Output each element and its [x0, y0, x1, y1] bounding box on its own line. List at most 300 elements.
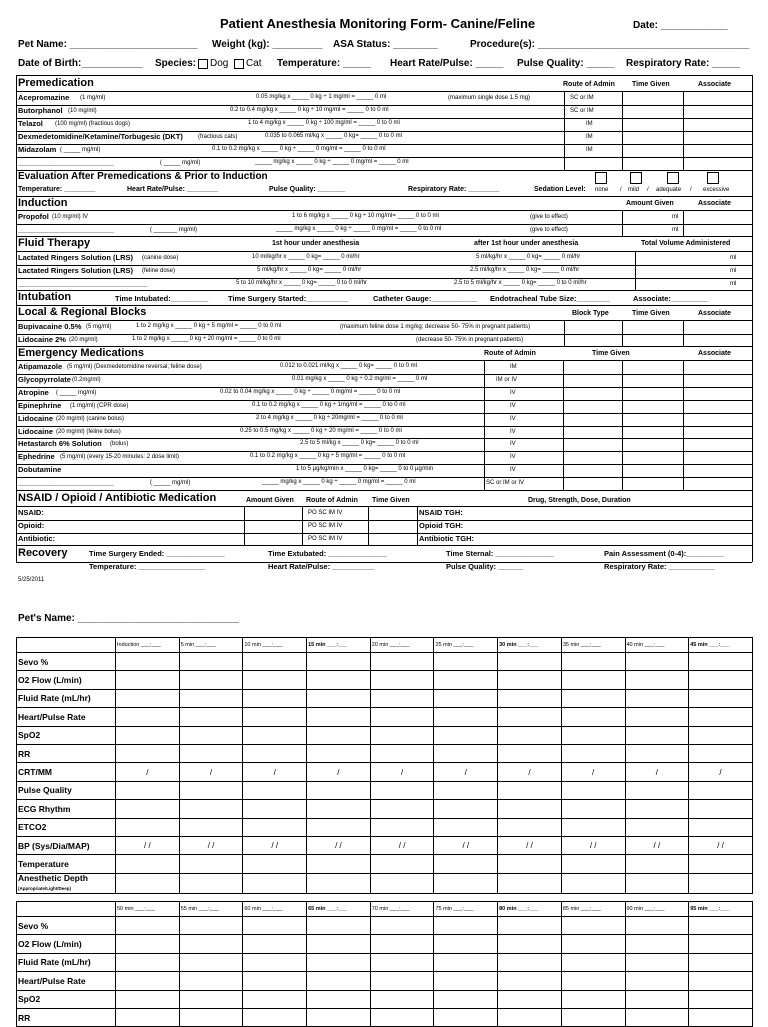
- grid-cell[interactable]: [243, 1008, 307, 1026]
- grid-cell[interactable]: [116, 653, 180, 671]
- grid-row-label: [17, 818, 116, 836]
- grid-cell[interactable]: [307, 744, 371, 762]
- grid-cell[interactable]: [179, 781, 243, 799]
- grid-cell[interactable]: [434, 781, 498, 799]
- grid-cell-bp[interactable]: / /: [689, 836, 753, 854]
- grid-cell[interactable]: [561, 818, 625, 836]
- emergency-dose-calc[interactable]: 2.5 to 5 ml/kg x _____ 0 kg= _____ 0 to 0 ml: [300, 440, 419, 447]
- weight-field[interactable]: Weight (kg): _________: [212, 39, 323, 50]
- emergency-route[interactable]: IM or IV: [496, 376, 518, 383]
- grid-cell[interactable]: [116, 855, 180, 873]
- grid-cell[interactable]: [307, 917, 371, 935]
- time-intubated-field[interactable]: Time Intubated:_________: [115, 294, 209, 303]
- grid-time-header[interactable]: 80 min ___:___: [498, 902, 562, 917]
- grid-cell[interactable]: [243, 855, 307, 873]
- grid-cell[interactable]: [370, 873, 434, 893]
- grid-cell[interactable]: [561, 953, 625, 971]
- grid-cell[interactable]: [434, 726, 498, 744]
- fluid-after-hour-rate[interactable]: 5 ml/kg/hr x _____ 0 kg= _____ 0 ml/hr: [476, 254, 581, 260]
- grid-cell[interactable]: [689, 1008, 753, 1026]
- grid-cell[interactable]: [307, 726, 371, 744]
- grid-time-header[interactable]: 95 min ___:___: [689, 902, 753, 917]
- grid-cell[interactable]: [625, 653, 689, 671]
- grid-cell[interactable]: [498, 781, 562, 799]
- grid-cell[interactable]: [434, 671, 498, 689]
- induction-dose-calc[interactable]: 1 to 6 mg/kg x _____ 0 kg ÷ 10 mg/ml= _____ 0 to 0 ml: [292, 213, 439, 219]
- blocks-time-header: Time Given: [632, 310, 670, 317]
- pets-name-field[interactable]: Pet's Name: _____________________________: [18, 613, 239, 624]
- grid-time-header[interactable]: 60 min ___:___: [243, 902, 307, 917]
- grid-cell[interactable]: [625, 972, 689, 990]
- grid-time-header[interactable]: 25 min ___:___: [434, 638, 498, 653]
- grid-cell[interactable]: [434, 990, 498, 1008]
- grid-cell[interactable]: [116, 917, 180, 935]
- grid-cell-crt[interactable]: /: [498, 763, 562, 781]
- grid-cell[interactable]: [370, 708, 434, 726]
- grid-cell[interactable]: [689, 855, 753, 873]
- grid-cell[interactable]: [498, 671, 562, 689]
- grid-cell[interactable]: [370, 953, 434, 971]
- grid-cell[interactable]: [116, 726, 180, 744]
- emergency-route[interactable]: IV: [510, 389, 516, 396]
- grid-cell[interactable]: [179, 1008, 243, 1026]
- grid-cell[interactable]: [179, 818, 243, 836]
- grid-cell[interactable]: [434, 972, 498, 990]
- grid-cell-bp[interactable]: / /: [179, 836, 243, 854]
- pain-assessment-field[interactable]: Pain Assessment (0-4):_________: [604, 549, 724, 558]
- grid-cell-bp[interactable]: / /: [116, 836, 180, 854]
- grid-cell[interactable]: [179, 990, 243, 1008]
- grid-cell[interactable]: [625, 781, 689, 799]
- grid-cell[interactable]: [689, 800, 753, 818]
- grid-cell[interactable]: [498, 1008, 562, 1026]
- fluid-after-hour-rate[interactable]: 2.5 ml/kg/hr x _____ 0 kg= _____ 0 ml/hr: [470, 267, 580, 273]
- grid-cell[interactable]: [625, 873, 689, 893]
- premed-route[interactable]: SC or IM: [570, 95, 594, 101]
- induction-drug-name: _______________________: [18, 224, 114, 234]
- emergency-concentration: (20 mg/ml) (feline bolus): [56, 428, 121, 435]
- grid-cell[interactable]: [370, 818, 434, 836]
- nsaid-route[interactable]: PO SC IM IV: [308, 510, 343, 516]
- grid-cell[interactable]: [561, 917, 625, 935]
- grid-cell[interactable]: [625, 818, 689, 836]
- grid-cell[interactable]: [116, 781, 180, 799]
- grid-cell-bp[interactable]: / /: [243, 836, 307, 854]
- emergency-dose-calc[interactable]: 1 to 5 µg/kg/min x _____ 0 kg= _____ 0 to 0 µg/min: [296, 466, 434, 473]
- grid-cell[interactable]: [179, 671, 243, 689]
- grid-cell[interactable]: [243, 653, 307, 671]
- grid-cell-crt[interactable]: /: [370, 763, 434, 781]
- grid-cell[interactable]: [625, 917, 689, 935]
- emergency-dose-calc[interactable]: 2 to 4 mg/kg x _____ 0 kg ÷ 20mg/ml = _____ 0 to 0 ml: [256, 414, 403, 421]
- emergency-route[interactable]: IV: [510, 428, 516, 435]
- intubation-assoc-field[interactable]: Associate:_________: [633, 294, 709, 303]
- grid-cell[interactable]: [179, 935, 243, 953]
- emergency-route[interactable]: IV: [510, 415, 516, 422]
- recovery-pq-field[interactable]: Pulse Quality: ______: [446, 562, 524, 571]
- grid-cell[interactable]: [434, 873, 498, 893]
- grid-cell[interactable]: [179, 917, 243, 935]
- emergency-route[interactable]: IM: [510, 364, 517, 370]
- grid-cell[interactable]: [561, 689, 625, 707]
- emergency-dose-calc[interactable]: 0.25 to 0.5 mg/kg x _____ 0 kg ÷ 20 mg/ml = _____ 0 to 0 ml: [240, 427, 402, 434]
- grid-cell-crt[interactable]: /: [179, 763, 243, 781]
- heart-rate-field[interactable]: Heart Rate/Pulse: _____: [390, 58, 504, 69]
- grid-cell[interactable]: [243, 935, 307, 953]
- time-extubated-field[interactable]: Time Extubated: ______________: [268, 549, 387, 558]
- grid-cell[interactable]: [498, 653, 562, 671]
- grid-time-header[interactable]: 70 min ___:___: [370, 902, 434, 917]
- premed-dose-calc[interactable]: 0.05 mg/kg x _____ 0 kg ÷ 1 mg/ml = _____ 0 ml: [256, 94, 387, 100]
- grid-cell[interactable]: [370, 689, 434, 707]
- time-sternal-field[interactable]: Time Sternal: ______________: [446, 549, 554, 558]
- grid-cell[interactable]: [434, 1008, 498, 1026]
- fluid-first-hour-rate[interactable]: 5 ml/kg/hr x _____ 0 kg= _____ 0 ml/hr: [257, 267, 362, 273]
- grid-time-header[interactable]: Induction ___:___: [116, 638, 180, 653]
- grid-cell[interactable]: [307, 953, 371, 971]
- grid-cell[interactable]: [179, 972, 243, 990]
- premed-route[interactable]: IM: [586, 134, 593, 140]
- grid-cell[interactable]: [561, 671, 625, 689]
- grid-cell[interactable]: [689, 781, 753, 799]
- grid-cell[interactable]: [561, 1008, 625, 1026]
- grid-cell[interactable]: [243, 689, 307, 707]
- grid-cell[interactable]: [434, 917, 498, 935]
- grid-time-header[interactable]: 20 min ___:___: [370, 638, 434, 653]
- grid-cell[interactable]: [116, 873, 180, 893]
- grid-cell[interactable]: [307, 800, 371, 818]
- grid-cell-crt[interactable]: /: [689, 763, 753, 781]
- grid-time-header[interactable]: 75 min ___:___: [434, 902, 498, 917]
- grid-time-header[interactable]: 40 min ___:___: [625, 638, 689, 653]
- grid-cell[interactable]: [116, 671, 180, 689]
- temperature-field[interactable]: Temperature: _____: [277, 58, 371, 69]
- grid-cell[interactable]: [307, 781, 371, 799]
- grid-cell-crt[interactable]: /: [116, 763, 180, 781]
- grid-cell[interactable]: [434, 855, 498, 873]
- grid-cell[interactable]: [243, 990, 307, 1008]
- grid-cell[interactable]: [689, 972, 753, 990]
- grid-cell[interactable]: [498, 953, 562, 971]
- grid-time-header[interactable]: 35 min ___:___: [561, 638, 625, 653]
- grid-cell-bp[interactable]: / /: [434, 836, 498, 854]
- grid-time-header[interactable]: 90 min ___:___: [625, 902, 689, 917]
- grid-cell[interactable]: [498, 818, 562, 836]
- grid-cell[interactable]: [307, 873, 371, 893]
- sedation-excessive-checkbox[interactable]: [707, 172, 719, 184]
- eval-rr-field[interactable]: Respiratory Rate: ________: [408, 186, 500, 193]
- date-field[interactable]: Date: ____________: [633, 20, 728, 31]
- grid-cell[interactable]: [243, 972, 307, 990]
- grid-time-header[interactable]: 45 min ___:___: [689, 638, 753, 653]
- emergency-route[interactable]: IV: [510, 441, 516, 448]
- grid-cell[interactable]: [116, 935, 180, 953]
- grid-cell[interactable]: [370, 917, 434, 935]
- grid-cell[interactable]: [307, 708, 371, 726]
- grid-cell[interactable]: [689, 689, 753, 707]
- grid-cell[interactable]: [689, 818, 753, 836]
- grid-cell[interactable]: [434, 818, 498, 836]
- dob-field[interactable]: Date of Birth:___________: [18, 58, 143, 69]
- grid-cell[interactable]: [498, 873, 562, 893]
- grid-cell[interactable]: [498, 744, 562, 762]
- grid-cell[interactable]: [116, 953, 180, 971]
- grid-cell[interactable]: [689, 744, 753, 762]
- emergency-dose-calc[interactable]: 0.1 to 0.2 mg/kg x _____ 0 kg ÷ 5 mg/ml = _____ 0 to 0 ml: [250, 453, 406, 460]
- grid-cell[interactable]: [625, 744, 689, 762]
- grid-cell[interactable]: [179, 708, 243, 726]
- eval-temp-field[interactable]: Temperature: ________: [18, 186, 96, 193]
- grid-cell[interactable]: [116, 708, 180, 726]
- grid-cell[interactable]: [689, 990, 753, 1008]
- induction-dose-calc[interactable]: _____ mg/kg x _____ 0 kg ÷ _____ 0 mg/ml = _____ 0 to 0 ml: [276, 225, 442, 232]
- grid-cell[interactable]: [689, 873, 753, 893]
- premed-route-header: Route of Admin: [563, 81, 615, 88]
- eval-hr-field[interactable]: Heart Rate/Pulse: ________: [127, 186, 219, 193]
- grid-cell[interactable]: [625, 855, 689, 873]
- premed-dose-calc[interactable]: 0.035 to 0.065 ml/kg x _____ 0 kg= _____ 0 to 0 ml: [265, 133, 402, 139]
- grid-cell[interactable]: [561, 726, 625, 744]
- emergency-dose-calc[interactable]: _____ mg/kg x _____ 0 kg ÷ _____ 0 mg/ml = _____ 0 ml: [262, 479, 416, 486]
- grid-cell[interactable]: [370, 990, 434, 1008]
- grid-cell[interactable]: [689, 726, 753, 744]
- nsaid-route[interactable]: PO SC IM IV: [308, 523, 343, 529]
- emergency-dose-calc[interactable]: 0.01 mg/kg x _____ 0 kg ÷ 0.2 mg/ml = _____ 0 ml: [292, 375, 428, 382]
- grid-cell[interactable]: [561, 744, 625, 762]
- pet-name-field[interactable]: Pet Name: _______________________: [18, 39, 198, 50]
- grid-cell[interactable]: [625, 726, 689, 744]
- grid-time-header[interactable]: 85 min ___:___: [561, 902, 625, 917]
- grid-cell[interactable]: [243, 708, 307, 726]
- emergency-route[interactable]: SC or IM or IV: [486, 480, 525, 487]
- grid-cell-bp[interactable]: / /: [307, 836, 371, 854]
- emergency-dose-calc[interactable]: 0.02 to 0.04 mg/kg x _____ 0 kg ÷ _____ 0 mg/ml = _____ 0 to 0 ml: [220, 388, 401, 395]
- sedation-mild-checkbox[interactable]: [630, 172, 642, 184]
- pulse-quality-field[interactable]: Pulse Quality: _____: [517, 58, 615, 69]
- grid-cell[interactable]: [625, 671, 689, 689]
- grid-cell[interactable]: [179, 726, 243, 744]
- grid-cell[interactable]: [307, 990, 371, 1008]
- grid-cell[interactable]: [243, 800, 307, 818]
- surgery-start-field[interactable]: Time Surgery Started:__________: [228, 294, 348, 303]
- nsaid-drug-header: Drug, Strength, Dose, Duration: [528, 497, 631, 504]
- premed-dose-calc[interactable]: 0.2 to 0.4 mg/kg x _____ 0 kg ÷ 10 mg/ml = _____ 0 to 0 ml: [230, 107, 389, 113]
- premed-route[interactable]: IM: [586, 147, 593, 153]
- cat-checkbox[interactable]: [234, 59, 244, 69]
- grid-cell[interactable]: [561, 653, 625, 671]
- grid-cell[interactable]: [307, 671, 371, 689]
- grid-cell[interactable]: [498, 935, 562, 953]
- grid-time-header[interactable]: 65 min ___:___: [307, 902, 371, 917]
- grid-cell[interactable]: [370, 972, 434, 990]
- grid-cell[interactable]: [434, 935, 498, 953]
- emergency-concentration: ( _____ mg/ml): [150, 480, 191, 487]
- grid-time-header[interactable]: 5 min ___:___: [179, 638, 243, 653]
- emergency-route[interactable]: IV: [510, 454, 516, 461]
- grid-cell[interactable]: [561, 873, 625, 893]
- grid-cell-crt[interactable]: /: [434, 763, 498, 781]
- grid-cell[interactable]: [625, 689, 689, 707]
- grid-cell[interactable]: [243, 671, 307, 689]
- grid-cell[interactable]: [434, 744, 498, 762]
- grid-cell[interactable]: [307, 818, 371, 836]
- grid-cell[interactable]: [498, 689, 562, 707]
- grid-cell-crt[interactable]: /: [625, 763, 689, 781]
- grid-cell[interactable]: [370, 855, 434, 873]
- grid-cell[interactable]: [116, 818, 180, 836]
- grid-cell[interactable]: [116, 1008, 180, 1026]
- grid-cell[interactable]: [561, 855, 625, 873]
- grid-cell[interactable]: [307, 935, 371, 953]
- grid-cell[interactable]: [370, 935, 434, 953]
- fluid-after-hour-rate[interactable]: 2.5 to 5 ml/kg/hr x _____ 0 kg= _____ 0 to 0 ml/hr: [454, 280, 587, 286]
- asa-status-field[interactable]: ASA Status: ________: [333, 39, 438, 50]
- grid-cell[interactable]: [498, 726, 562, 744]
- grid-cell[interactable]: [179, 689, 243, 707]
- grid-time-header[interactable]: 15 min ___:___: [307, 638, 371, 653]
- grid-cell[interactable]: [498, 990, 562, 1008]
- grid-cell[interactable]: [370, 653, 434, 671]
- grid-cell[interactable]: [370, 744, 434, 762]
- emergency-dose-calc[interactable]: 0.012 to 0.021 ml/kg x _____ 0 kg= _____ 0 to 0 ml: [280, 363, 417, 369]
- grid-cell-bp[interactable]: / /: [561, 836, 625, 854]
- grid-cell[interactable]: [370, 781, 434, 799]
- recovery-temp-field[interactable]: Temperature: ________________: [89, 562, 206, 571]
- dog-checkbox[interactable]: [198, 59, 208, 69]
- grid-cell-bp[interactable]: / /: [625, 836, 689, 854]
- block-dose-calc[interactable]: 1 to 2 mg/kg x _____ 0 kg ÷ 5 mg/ml = _____ 0 to 0 ml: [136, 323, 282, 329]
- grid-cell[interactable]: [498, 917, 562, 935]
- grid-cell-crt[interactable]: /: [561, 763, 625, 781]
- premed-route[interactable]: IM: [586, 121, 593, 127]
- grid-time-header[interactable]: 55 min ___:___: [179, 902, 243, 917]
- recovery-rr-field[interactable]: Respiratory Rate: ___________: [604, 562, 715, 571]
- premed-dose-calc[interactable]: 0.1 to 0.2 mg/kg x _____ 0 kg ÷ _____ 0 mg/ml = _____ 0 to 0 ml: [212, 146, 386, 152]
- grid-cell[interactable]: [307, 972, 371, 990]
- grid-cell[interactable]: [116, 689, 180, 707]
- grid-cell[interactable]: [179, 953, 243, 971]
- grid-cell[interactable]: [179, 855, 243, 873]
- fluid-first-hour-rate[interactable]: 5 to 10 ml/kg/hr x _____ 0 kg= _____ 0 to 0 ml/hr: [236, 280, 367, 286]
- grid-cell[interactable]: [370, 726, 434, 744]
- emergency-route[interactable]: IV: [510, 402, 516, 409]
- grid-cell[interactable]: [243, 726, 307, 744]
- grid-cell[interactable]: [307, 855, 371, 873]
- grid-cell[interactable]: [625, 1008, 689, 1026]
- premed-route[interactable]: SC or IM: [570, 108, 594, 114]
- grid-cell[interactable]: [307, 689, 371, 707]
- block-dose-calc[interactable]: 1 to 2 mg/kg x _____ 0 kg ÷ 20 mg/ml = _____ 0 to 0 ml: [132, 335, 281, 342]
- grid-cell[interactable]: [116, 800, 180, 818]
- grid-cell[interactable]: [561, 972, 625, 990]
- grid-cell[interactable]: [561, 781, 625, 799]
- eval-pq-field[interactable]: Pulse Quality: _______: [269, 186, 345, 193]
- grid-cell-crt[interactable]: /: [307, 763, 371, 781]
- grid-cell[interactable]: [243, 917, 307, 935]
- recovery-hr-field[interactable]: Heart Rate/Pulse: __________: [268, 562, 374, 571]
- grid-cell[interactable]: [498, 800, 562, 818]
- grid-cell[interactable]: [434, 800, 498, 818]
- grid-cell[interactable]: [625, 953, 689, 971]
- grid-cell[interactable]: [116, 744, 180, 762]
- sedation-adequate-checkbox[interactable]: [667, 172, 679, 184]
- blocks-title: Local & Regional Blocks: [18, 306, 147, 318]
- grid-cell[interactable]: [625, 990, 689, 1008]
- grid-cell[interactable]: [625, 935, 689, 953]
- row-divider: [16, 334, 752, 335]
- tube-size-field[interactable]: Endotracheal Tube Size:________: [490, 294, 610, 303]
- grid-cell[interactable]: [243, 818, 307, 836]
- grid-cell[interactable]: [434, 708, 498, 726]
- grid-cell[interactable]: [179, 800, 243, 818]
- grid-row-label: [17, 953, 116, 971]
- grid-cell[interactable]: [689, 671, 753, 689]
- grid-cell-bp[interactable]: / /: [370, 836, 434, 854]
- emergency-route[interactable]: IV: [510, 467, 516, 474]
- premed-dose-calc[interactable]: _____ mg/kg x _____ 0 kg ÷ _____ 0 mg/ml = _____ 0 ml: [255, 159, 409, 165]
- grid-cell[interactable]: [434, 953, 498, 971]
- grid-cell[interactable]: [561, 935, 625, 953]
- grid-cell[interactable]: [243, 873, 307, 893]
- grid-cell[interactable]: [625, 708, 689, 726]
- grid-cell[interactable]: [561, 708, 625, 726]
- grid-cell[interactable]: [498, 855, 562, 873]
- grid-cell[interactable]: [307, 653, 371, 671]
- grid-cell[interactable]: [561, 800, 625, 818]
- grid-cell[interactable]: [243, 781, 307, 799]
- grid-time-header[interactable]: 50 min ___:___: [116, 902, 180, 917]
- grid-cell[interactable]: [179, 653, 243, 671]
- surgery-ended-field[interactable]: Time Surgery Ended: ______________: [89, 549, 225, 558]
- grid-cell[interactable]: [370, 1008, 434, 1026]
- grid-time-header[interactable]: 10 min ___:___: [243, 638, 307, 653]
- premed-dose-calc[interactable]: 1 to 4 mg/kg x _____ 0 kg ÷ 100 mg/ml = _____ 0 to 0 ml: [248, 120, 400, 126]
- grid-row-label: [17, 800, 116, 818]
- grid-cell[interactable]: [243, 953, 307, 971]
- grid-cell[interactable]: [116, 972, 180, 990]
- grid-cell[interactable]: [116, 990, 180, 1008]
- grid-cell[interactable]: [689, 953, 753, 971]
- grid-time-header[interactable]: 30 min ___:___: [498, 638, 562, 653]
- grid-cell[interactable]: [498, 708, 562, 726]
- grid-cell[interactable]: [370, 800, 434, 818]
- fluid-first-hour-rate[interactable]: 10 ml/kg/hr x _____ 0 kg= _____ 0 ml/hr: [252, 254, 360, 260]
- grid-cell-crt[interactable]: /: [243, 763, 307, 781]
- grid-cell[interactable]: [689, 935, 753, 953]
- sedation-none-checkbox[interactable]: [595, 172, 607, 184]
- grid-cell[interactable]: [179, 873, 243, 893]
- grid-cell[interactable]: [179, 744, 243, 762]
- catheter-gauge-field[interactable]: Catheter Gauge:___________: [373, 294, 478, 303]
- grid-cell[interactable]: [434, 653, 498, 671]
- grid-cell[interactable]: [498, 972, 562, 990]
- grid-cell[interactable]: [689, 708, 753, 726]
- procedure-field[interactable]: Procedure(s): ______________________________________: [470, 39, 750, 50]
- grid-cell[interactable]: [561, 990, 625, 1008]
- grid-cell[interactable]: [243, 744, 307, 762]
- grid-cell[interactable]: [370, 671, 434, 689]
- emergency-dose-calc[interactable]: 0.1 to 0.2 mg/kg x _____ 0 kg ÷ 1mg/ml = _____ 0 to 0 ml: [252, 401, 406, 408]
- grid-cell-bp[interactable]: / /: [498, 836, 562, 854]
- grid-cell[interactable]: [625, 800, 689, 818]
- nsaid-route[interactable]: PO SC IM IV: [308, 536, 343, 542]
- grid-cell[interactable]: [689, 917, 753, 935]
- grid-cell[interactable]: [434, 689, 498, 707]
- sep: /: [620, 187, 622, 193]
- respiratory-rate-field[interactable]: Respiratory Rate: _____: [626, 58, 740, 69]
- grid-cell[interactable]: [307, 1008, 371, 1026]
- grid-cell[interactable]: [689, 653, 753, 671]
